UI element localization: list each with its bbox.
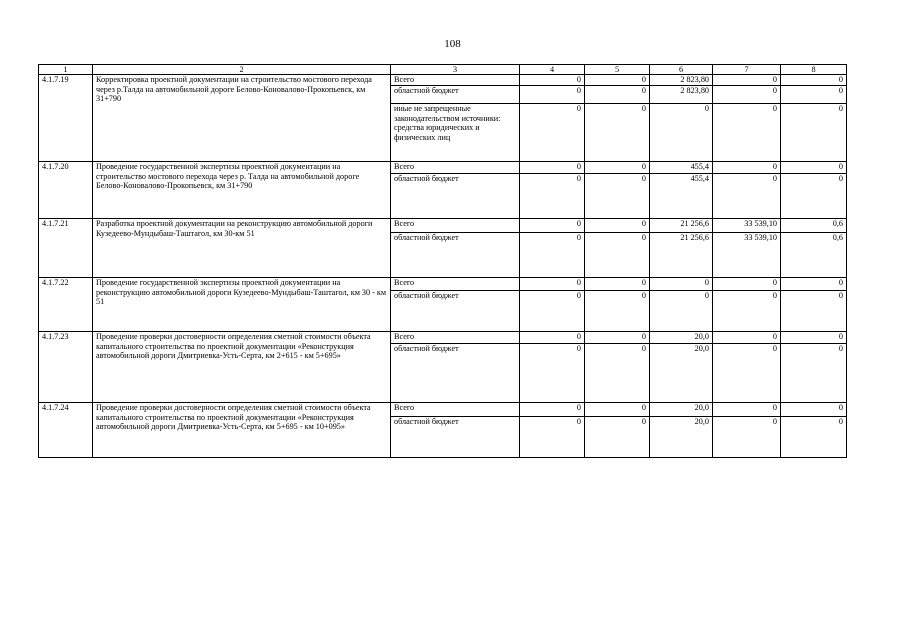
value-cell: 0 — [713, 104, 781, 162]
value-cell: 0 — [781, 344, 847, 403]
funding-source: областной бюджет — [391, 174, 520, 219]
funding-source: областной бюджет — [391, 291, 520, 332]
table-row — [39, 332, 847, 344]
value-cell: 20,0 — [650, 332, 713, 344]
value-cell: 0 — [781, 174, 847, 219]
table-row — [39, 403, 847, 417]
column-header: 7 — [713, 65, 781, 75]
value-cell: 0 — [650, 291, 713, 332]
value-cell: 0,6 — [781, 233, 847, 278]
row-code: 4.1.7.22 — [39, 278, 93, 332]
row-name: Проведение проверки достоверности определения сметной стоимости объекта капитального строительства по проектной документации «Реконструкция автомобильной дороги Дмитриевка-Усть-Серта, км 2+615 - км 5+695» — [93, 332, 391, 403]
page-number: 108 — [444, 38, 461, 50]
funding-source: областной бюджет — [391, 86, 520, 104]
value-cell: 0 — [585, 291, 650, 332]
funding-source: Всего — [391, 332, 520, 344]
value-cell: 0 — [781, 86, 847, 104]
funding-source: областной бюджет — [391, 233, 520, 278]
row-code: 4.1.7.24 — [39, 403, 93, 458]
value-cell: 0 — [713, 162, 781, 174]
funding-source: Всего — [391, 162, 520, 174]
value-cell: 2 823,80 — [650, 75, 713, 86]
column-header: 3 — [391, 65, 520, 75]
value-cell: 455,4 — [650, 174, 713, 219]
row-name: Проведение государственной экспертизы проектной документации на строительство мостового перехода через р. Талда на автомобильной дороге Белово-Коновалово-Прокопьевск, км 31+790 — [93, 162, 391, 219]
column-header: 4 — [520, 65, 585, 75]
value-cell: 0 — [713, 86, 781, 104]
value-cell: 0 — [520, 233, 585, 278]
table-row — [39, 219, 847, 233]
value-cell: 20,0 — [650, 403, 713, 417]
value-cell: 0 — [520, 174, 585, 219]
value-cell: 0 — [781, 278, 847, 291]
value-cell: 0 — [585, 75, 650, 86]
value-cell: 33 539,10 — [713, 219, 781, 233]
value-cell: 0 — [520, 344, 585, 403]
value-cell: 0 — [781, 75, 847, 86]
value-cell: 0 — [713, 417, 781, 458]
value-cell: 0 — [585, 162, 650, 174]
value-cell: 0 — [520, 278, 585, 291]
value-cell: 0 — [781, 162, 847, 174]
value-cell: 0 — [520, 403, 585, 417]
value-cell: 0 — [713, 344, 781, 403]
value-cell: 0 — [585, 403, 650, 417]
value-cell: 0 — [585, 104, 650, 162]
value-cell: 0 — [585, 344, 650, 403]
value-cell: 0 — [713, 75, 781, 86]
value-cell: 0,6 — [781, 219, 847, 233]
value-cell: 0 — [585, 233, 650, 278]
value-cell: 21 256,6 — [650, 219, 713, 233]
value-cell: 0 — [713, 332, 781, 344]
value-cell: 0 — [585, 219, 650, 233]
funding-source: областной бюджет — [391, 417, 520, 458]
funding-source: областной бюджет — [391, 344, 520, 403]
value-cell: 0 — [781, 417, 847, 458]
value-cell: 20,0 — [650, 417, 713, 458]
column-header: 1 — [39, 65, 93, 75]
funding-source: Всего — [391, 403, 520, 417]
value-cell: 0 — [520, 104, 585, 162]
column-header: 6 — [650, 65, 713, 75]
value-cell: 33 539,10 — [713, 233, 781, 278]
value-cell: 21 256,6 — [650, 233, 713, 278]
header-row — [39, 65, 847, 75]
value-cell: 0 — [520, 162, 585, 174]
value-cell: 455,4 — [650, 162, 713, 174]
column-header: 2 — [93, 65, 391, 75]
row-name: Разработка проектной документации на реконструкцию автомобильной дороги Кузедеево-Мундыбаш-Таштагол, км 30-км 51 — [93, 219, 391, 278]
budget-table — [38, 64, 847, 458]
value-cell: 0 — [520, 417, 585, 458]
value-cell: 0 — [585, 417, 650, 458]
table-row — [39, 75, 847, 86]
value-cell: 0 — [585, 174, 650, 219]
value-cell: 20,0 — [650, 344, 713, 403]
row-code: 4.1.7.19 — [39, 75, 93, 162]
row-name: Корректировка проектной документации на строительство мостового перехода через р.Талда на автомобильной дороге Белово-Коновалово-Прокопьевск, км 31+790 — [93, 75, 391, 162]
value-cell: 0 — [520, 75, 585, 86]
row-code: 4.1.7.23 — [39, 332, 93, 403]
value-cell: 0 — [781, 104, 847, 162]
value-cell: 0 — [520, 332, 585, 344]
value-cell: 0 — [520, 219, 585, 233]
column-header: 8 — [781, 65, 847, 75]
value-cell: 0 — [585, 332, 650, 344]
value-cell: 2 823,80 — [650, 86, 713, 104]
funding-source: иные не запрещенные законодательством источники: средства юридических и физических лиц — [391, 104, 520, 162]
row-name: Проведение государственной экспертизы проектной документации на реконструкцию автомобильной дороги Кузедеево-Мундыбаш-Таштагол, км 30 - км 51 — [93, 278, 391, 332]
value-cell: 0 — [781, 332, 847, 344]
table-row — [39, 162, 847, 174]
row-code: 4.1.7.20 — [39, 162, 93, 219]
value-cell: 0 — [713, 403, 781, 417]
funding-source: Всего — [391, 219, 520, 233]
table-row — [39, 278, 847, 291]
value-cell: 0 — [650, 278, 713, 291]
value-cell: 0 — [713, 278, 781, 291]
funding-source: Всего — [391, 75, 520, 86]
value-cell: 0 — [781, 291, 847, 332]
value-cell: 0 — [520, 291, 585, 332]
row-name: Проведение проверки достоверности определения сметной стоимости объекта капитального строительства по проектной документации «Реконструкция автомобильной дороги Дмитриевка-Усть-Серта, км 5+695 - км 10+095» — [93, 403, 391, 458]
value-cell: 0 — [713, 174, 781, 219]
value-cell: 0 — [713, 291, 781, 332]
row-code: 4.1.7.21 — [39, 219, 93, 278]
value-cell: 0 — [650, 104, 713, 162]
column-header: 5 — [585, 65, 650, 75]
funding-source: Всего — [391, 278, 520, 291]
value-cell: 0 — [520, 86, 585, 104]
value-cell: 0 — [585, 86, 650, 104]
value-cell: 0 — [781, 403, 847, 417]
value-cell: 0 — [585, 278, 650, 291]
